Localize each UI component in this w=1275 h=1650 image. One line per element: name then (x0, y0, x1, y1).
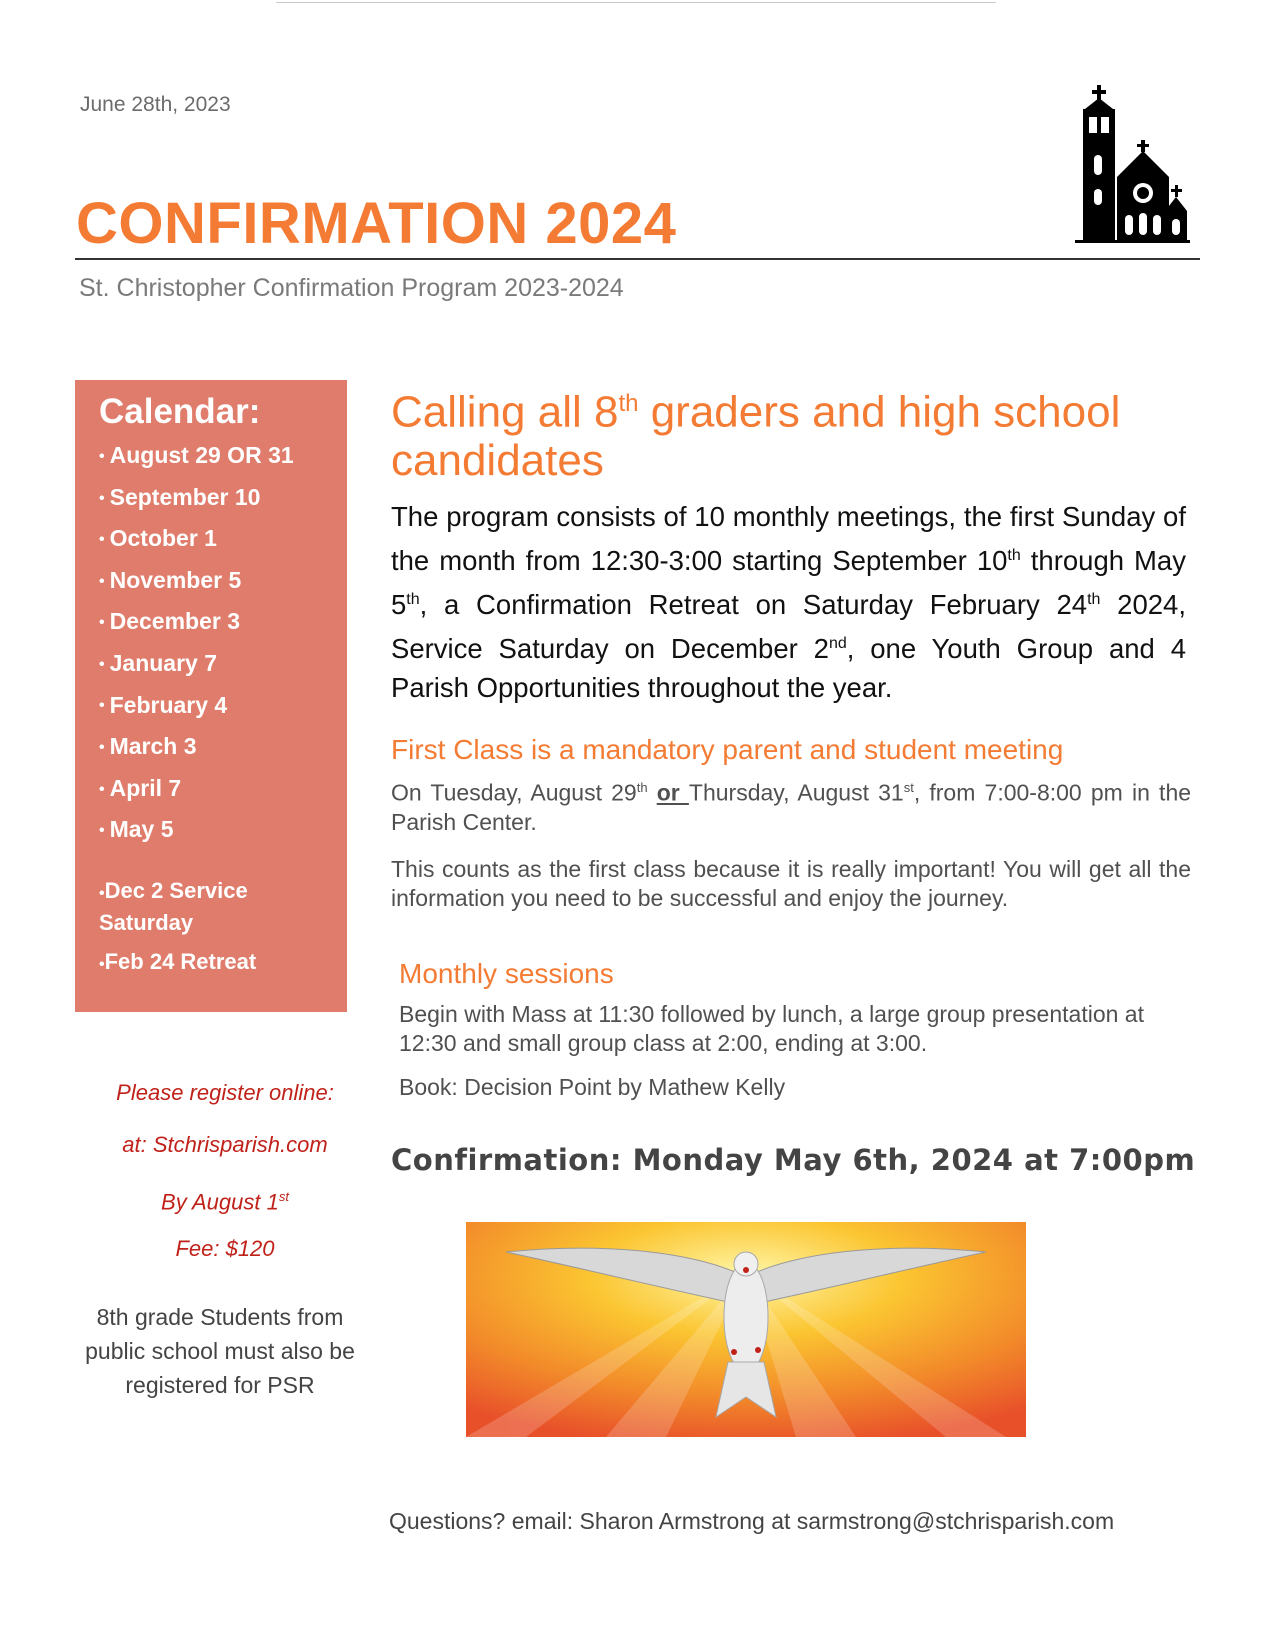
calendar-panel (75, 380, 347, 1012)
calendar-item: • May 5 (99, 816, 174, 843)
register-info (75, 1078, 375, 1286)
calendar-item: • February 4 (99, 691, 228, 718)
first-class-note: This counts as the first class because it is really important! You will get all the information you need to be successful and enjoy the journey. (391, 856, 1191, 911)
church-icon (1075, 85, 1190, 243)
top-divider (276, 2, 996, 3)
book-info: Book: Decision Point by Mathew Kelly (399, 1074, 786, 1100)
confirmation-date: Confirmation: Monday May 6th, 2024 at 7:00pm (391, 1143, 1196, 1177)
program-description: The program consists of 10 monthly meetings, the first Sunday of the month from 12:30-3:00 starting September 10th through May 5th, a Confirmation Retreat on Saturday February 24th 2024, Service Saturday on December 2nd, one Youth Group and 4 Parish Opportunities throughout the year. (391, 501, 1186, 704)
register-deadline: By August 1st (161, 1189, 289, 1215)
calendar-extra-item: •Dec 2 Service Saturday (99, 877, 248, 935)
calendar-item: • January 7 (99, 649, 218, 676)
calendar-list (99, 438, 347, 854)
contact-info: Questions? email: Sharon Armstrong at sarmstrong@stchrisparish.com (389, 1508, 1115, 1534)
monthly-sessions-description: Begin with Mass at 11:30 followed by lunch, a large group presentation at 12:30 and small group class at 2:00, ending at 3:00. (399, 1001, 1144, 1056)
calendar-item: • August 29 OR 31 (99, 442, 294, 468)
calendar-item: • March 3 (99, 733, 197, 760)
register-line: Please register online: (116, 1080, 334, 1105)
page-title: CONFIRMATION 2024 (76, 191, 677, 256)
monthly-sessions-heading: Monthly sessions (399, 958, 614, 989)
title-divider (75, 258, 1200, 260)
calendar-item: • October 1 (99, 525, 217, 552)
calling-heading: Calling all 8th graders and high school candidates (391, 387, 1121, 485)
psr-note: 8th grade Students from public school must also be registered for PSR (85, 1304, 355, 1398)
calendar-item: • September 10 (99, 483, 261, 510)
register-website: at: Stchrisparish.com (122, 1132, 328, 1157)
dove-holy-spirit-image (466, 1222, 1026, 1437)
calendar-item: • December 3 (99, 608, 241, 635)
calendar-extra-events (99, 876, 347, 979)
calendar-item: • November 5 (99, 566, 242, 593)
first-class-heading: First Class is a mandatory parent and student meeting (391, 734, 1064, 765)
calendar-extra-item: •Feb 24 Retreat (99, 948, 257, 974)
calendar-heading: Calendar: (99, 392, 261, 431)
page-subtitle: St. Christopher Confirmation Program 2023-2024 (79, 274, 624, 302)
document-date: June 28th, 2023 (80, 93, 231, 116)
register-fee: Fee: $120 (175, 1236, 275, 1261)
first-class-schedule: On Tuesday, August 29th or Thursday, August 31st, from 7:00-8:00 pm in the Parish Center. (391, 779, 1192, 835)
calendar-item: • April 7 (99, 774, 182, 801)
